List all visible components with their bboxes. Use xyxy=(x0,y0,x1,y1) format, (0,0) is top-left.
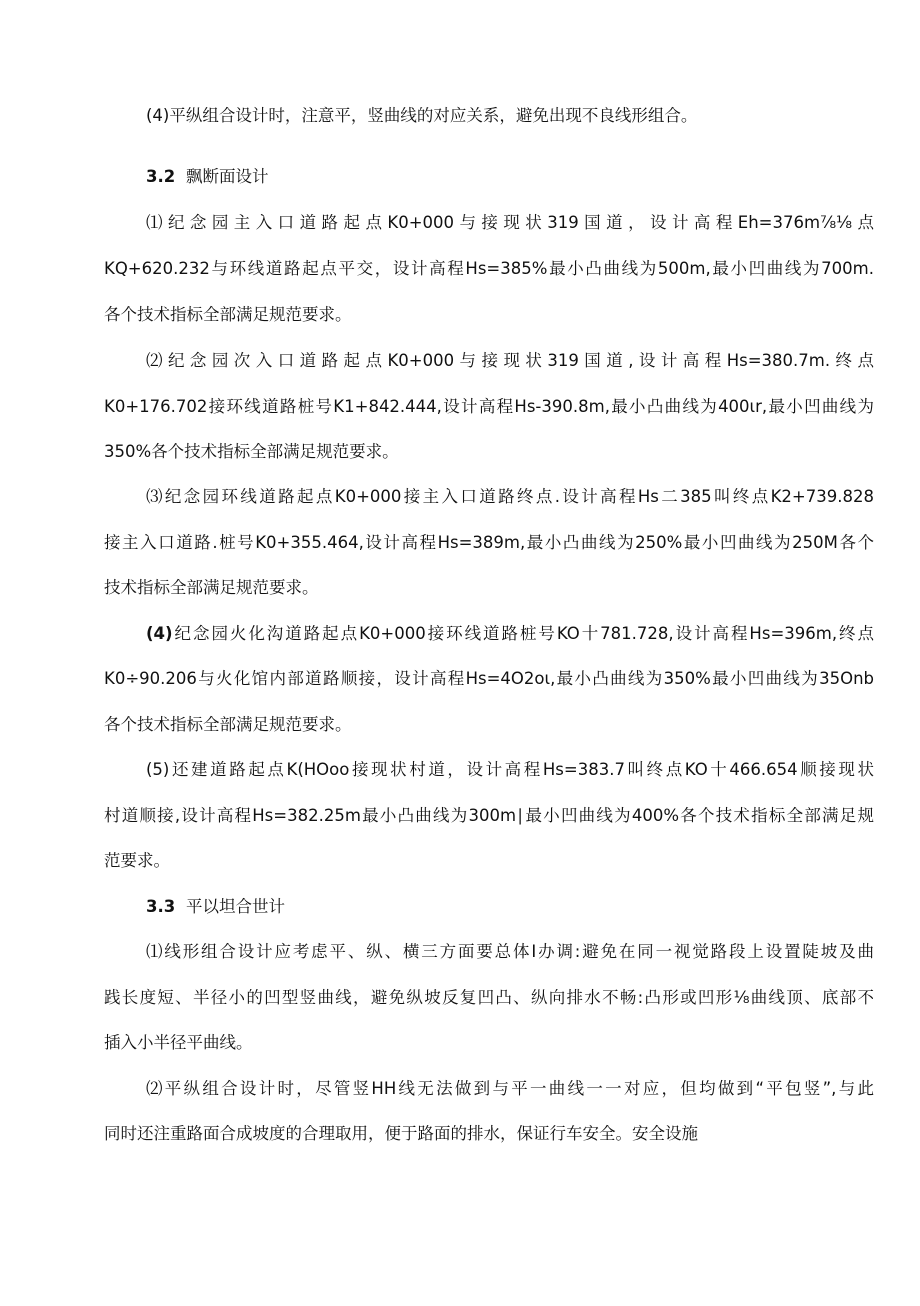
para-1-line-1: ⑴纪念园主入口道路起点K0+000与接现状319国道，设计高程Eh=376m⅞⅛点 xyxy=(146,213,874,232)
para-2-line-1: ⑵纪念园次入口道路起点K0+000与接现状319国道,设计高程Hs=380.7m.终点 xyxy=(146,351,874,370)
para-4-line-1: (4)平纵组合设计时，注意平，竖曲线的对应关系，避免出现不良线形组合。 xyxy=(146,106,698,125)
para-6-line-1: ⑴线形组合设计应考虑平、纵、横三方面要总体I办调:避免在同一视觉路段上设置陡坡及曲 xyxy=(146,942,874,961)
para-1-line-3: 各个技术指标全部满足规范要求。 xyxy=(104,305,352,324)
para-3-line-2: 接主入口道路.桩号K0+355.464,设计高程Hs=389m,最小凸曲线为250%最小凹曲线为250M各个 xyxy=(104,533,874,552)
para-text: 纪念园火化沟道路起点K0+000接环线道路桩号KO十781.728,设计高程Hs=396m,终点 xyxy=(172,624,874,643)
section-number: 3.2 xyxy=(146,167,176,186)
para-3-line-3: 技术指标全部满足规范要求。 xyxy=(104,578,319,597)
para-4b-line-3: 各个技术指标全部满足规范要求。 xyxy=(104,715,352,734)
section-title: 平以坦合世计 xyxy=(186,897,285,916)
para-1-line-2: KQ+620.232与环线道路起点平交，设计高程Hs=385%最小凸曲线为500m,最小凹曲线为700m. xyxy=(104,259,874,278)
para-6-line-3: 插入小半径平曲线。 xyxy=(104,1033,253,1052)
para-4b-line-2: K0÷90.206与火化馆内部道路顺接，设计高程Hs=4O2oι,最小凸曲线为350%最小凹曲线为35Onb xyxy=(104,669,874,688)
section-number: 3.3 xyxy=(146,897,176,916)
para-5-line-3: 范要求。 xyxy=(104,851,170,870)
para-6-line-2: 践长度短、半径小的凹型竖曲线，避免纵坡反复凹凸、纵向排水不畅:凸形或凹形⅛曲线顶、底部不 xyxy=(104,988,874,1007)
section-title: 飘断面设计 xyxy=(186,167,269,186)
para-5-line-2: 村道顺接,设计高程Hs=382.25m最小凸曲线为300m∣最小凹曲线为400%各个技术指标全部满足规 xyxy=(104,806,874,825)
para-2-line-3: 350%各个技术指标全部满足规范要求。 xyxy=(104,442,399,461)
para-4b-line-1 xyxy=(146,622,874,646)
para-7-line-1: ⑵平纵组合设计时，尽管竖HH线无法做到与平一曲线一一对应，但均做到“平包竖”,与此 xyxy=(146,1079,874,1098)
para-7-line-2: 同时还注重路面合成坡度的合理取用，便于路面的排水，保证行车安全。安全设施 xyxy=(104,1124,698,1143)
section-heading-3-2 xyxy=(146,165,269,189)
section-heading-3-3 xyxy=(146,895,285,919)
para-2-line-2: K0+176.702接环线道路桩号K1+842.444,设计高程Hs-390.8m,最小凸曲线为400ιr,最小凹曲线为 xyxy=(104,397,874,416)
para-3-line-1: ⑶纪念园环线道路起点K0+000接主入口道路终点.设计高程Hs二385叫终点K2+739.828 xyxy=(146,487,874,506)
para-5-line-1: (5)还建道路起点K(HOoo接现状村道，设计高程Hs=383.7叫终点KO十466.654顺接现状 xyxy=(146,760,874,779)
para-number: (4) xyxy=(146,624,173,643)
